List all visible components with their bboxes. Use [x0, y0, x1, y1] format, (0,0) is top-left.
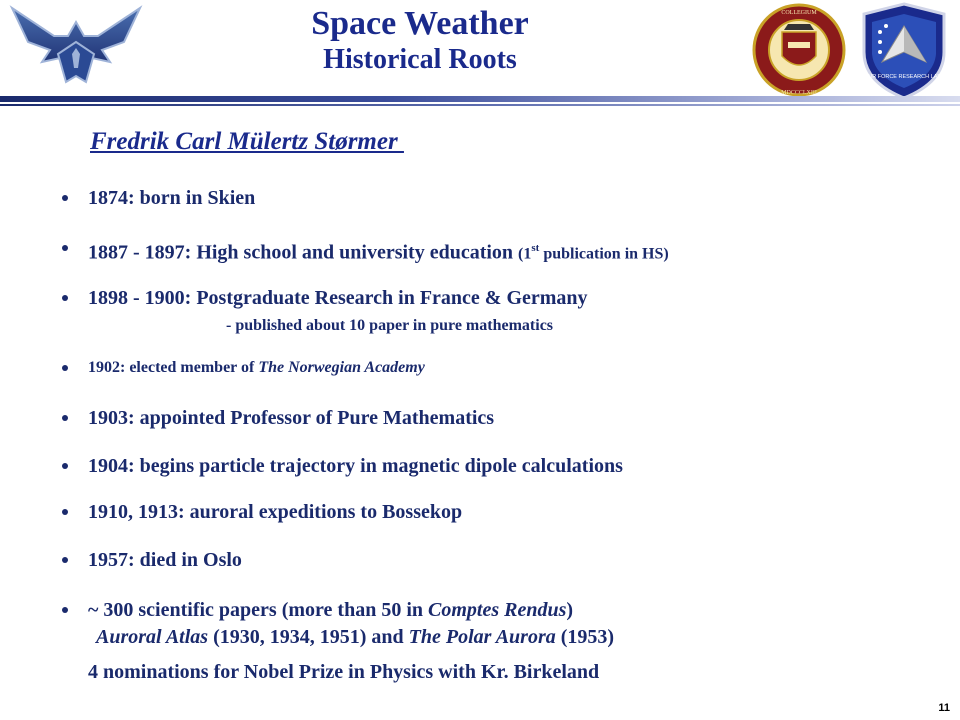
bullet-icon	[62, 415, 68, 421]
bullet-icon	[62, 365, 68, 371]
header-divider	[0, 96, 960, 106]
bullet-icon	[62, 607, 68, 613]
list-item: 1903: appointed Professor of Pure Mathematics	[62, 406, 942, 430]
afrl-shield-icon	[856, 2, 952, 100]
list-item-continuation: Auroral Atlas (1930, 1934, 1951) and The Polar Aurora (1953)	[96, 626, 615, 648]
bullet-icon	[62, 245, 68, 251]
svg-text:AIR FORCE RESEARCH LAB: AIR FORCE RESEARCH LAB	[867, 74, 941, 80]
bullet-icon	[62, 557, 68, 563]
list-item: 1957: died in Oslo	[62, 548, 942, 572]
bullet-icon	[62, 463, 68, 469]
list-item: 1910, 1913: auroral expeditions to Bossekop	[62, 500, 942, 524]
bullet-icon	[62, 509, 68, 515]
list-item: 1874: born in Skien	[62, 186, 942, 210]
list-item: 1887 - 1897: High school and university education (1st publication in HS)	[62, 236, 942, 260]
page-title: Space Weather	[311, 5, 529, 42]
svg-text:MDCCCLXIII: MDCCCLXIII	[781, 90, 817, 96]
page-number: 11	[938, 702, 950, 714]
list-item: ~ 300 scientific papers (more than 50 in Comptes Rendus)	[62, 598, 942, 622]
section-title: Fredrik Carl Mülertz Størmer	[90, 128, 404, 155]
list-item-continuation: 4 nominations for Nobel Prize in Physics with Kr. Birkeland	[88, 661, 600, 683]
list-item-note: - published about 10 paper in pure mathematics	[226, 317, 554, 334]
bullet-icon	[62, 295, 68, 301]
list-item: 1902: elected member of The Norwegian Academy	[62, 358, 942, 378]
boston-college-seal-icon	[752, 2, 846, 100]
list-item: 1904: begins particle trajectory in magnetic dipole calculations	[62, 454, 942, 478]
svg-text:COLLEGIUM: COLLEGIUM	[781, 10, 817, 16]
bullet-icon	[62, 195, 68, 201]
list-item: 1898 - 1900: Postgraduate Research in France & Germany	[62, 286, 942, 310]
air-force-logo-icon	[6, 2, 146, 98]
page-subtitle: Historical Roots	[323, 44, 517, 75]
